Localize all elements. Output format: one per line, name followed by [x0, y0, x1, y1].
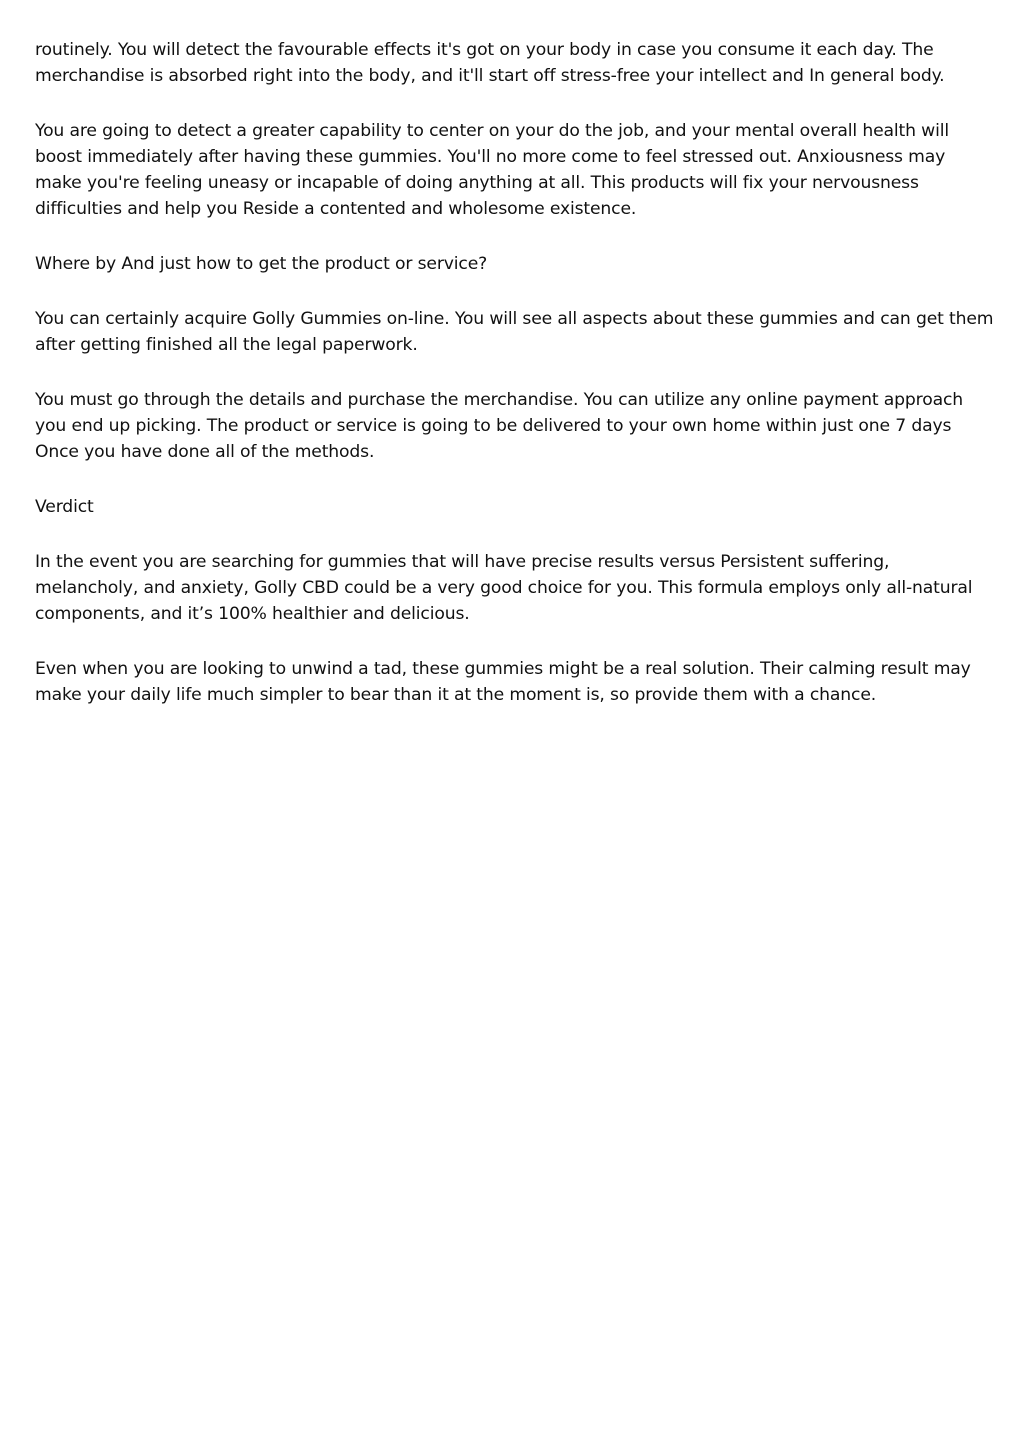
paragraph-verdict-summary: In the event you are searching for gummies that will have precise results versus Persistent suffering, melancholy, and anxiety, Golly CBD could be a very good choice for you. This formula employs only all-natural components, and it’s 100% healthier and delicious.: [35, 552, 973, 624]
paragraph-intro-continuation: routinely. You will detect the favourable effects it's got on your body in case you consume it each day. The merchandise is absorbed right into the body, and it'll start off stress-free your intellect and In general body.: [35, 40, 945, 86]
heading-verdict: Verdict: [35, 497, 94, 517]
paragraph-benefits: You are going to detect a greater capability to center on your do the job, and your mental overall health will boost immediately after having these gummies. You'll no more come to feel stressed out. Anxiousness may make you're feeling uneasy or incapable of doing anything at all. This products will fix your nervousness difficulties and help you Reside a contented and wholesome existence.: [35, 121, 949, 219]
document-page: [35, 37, 995, 737]
paragraph-acquire-online: You can certainly acquire Golly Gummies on-line. You will see all aspects about these gummies and can get them after getting finished all the legal paperwork.: [35, 309, 994, 355]
heading-where-to-get: Where by And just how to get the product or service?: [35, 254, 488, 274]
paragraph-closing: Even when you are looking to unwind a tad, these gummies might be a real solution. Their calming result may make your daily life much simpler to bear than it at the moment is, so provide them with a chance.: [35, 659, 971, 705]
paragraph-purchase-details: You must go through the details and purchase the merchandise. You can utilize any online payment approach you end up picking. The product or service is going to be delivered to your own home within just one 7 days Once you have done all of the methods.: [35, 390, 964, 462]
